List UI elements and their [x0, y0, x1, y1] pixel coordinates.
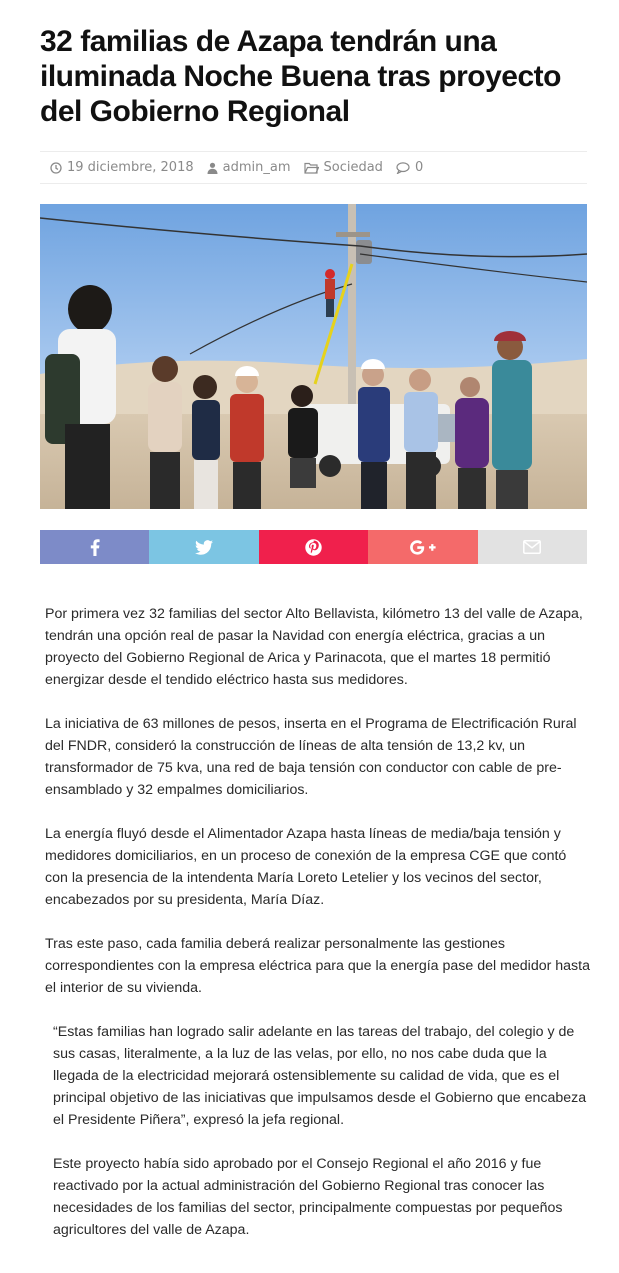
- paragraph: La energía fluyó desde el Alimentador Azapa hasta líneas de media/baja tensión y medidores domiciliarios, en un proceso de conexión de la empresa CGE que contó con la presencia de la intendenta María Loreto Letelier y los vecinos del sector, encabezados por su presidenta, María Díaz.: [45, 826, 567, 908]
- paragraph: La iniciativa de 63 millones de pesos, inserta en el Programa de Electrificación Rural del FNDR, consideró la construcción de líneas de alta tensión de 13,2 kv, un transformador de 75 kva, una red de baja tensión con conductor con cable de pre-ensamblado y 32 empalmes domiciliarios.: [45, 716, 577, 798]
- article-title: 32 familias de Azapa tendrán una iluminada Noche Buena tras proyecto del Gobierno Regional: [40, 25, 561, 128]
- share-pinterest-button[interactable]: [259, 530, 368, 564]
- share-email-button[interactable]: [478, 530, 587, 564]
- facebook-icon: [90, 539, 100, 556]
- article-body: [45, 603, 590, 1263]
- article: [40, 24, 587, 564]
- clock-icon: [50, 162, 62, 174]
- share-bar: [40, 530, 587, 564]
- user-icon: [207, 162, 218, 174]
- comment-icon: [396, 162, 410, 174]
- share-facebook-button[interactable]: [40, 530, 149, 564]
- blockquote: [45, 1021, 590, 1241]
- paragraph: Tras este paso, cada familia deberá realizar personalmente las gestiones correspondientes con la empresa eléctrica para que la energía pase del medidor hasta el interior de su vivienda.: [45, 936, 590, 996]
- post-author[interactable]: [207, 160, 291, 175]
- envelope-icon: [523, 540, 541, 554]
- share-twitter-button[interactable]: [149, 530, 258, 564]
- featured-image: [40, 204, 587, 509]
- post-comments[interactable]: [396, 160, 423, 175]
- post-meta: [40, 151, 587, 184]
- post-author-link[interactable]: admin_am: [222, 160, 291, 175]
- post-date: [50, 160, 194, 175]
- paragraph: Por primera vez 32 familias del sector Alto Bellavista, kilómetro 13 del valle de Azapa, tendrán una opción real de pasar la Navidad con energía eléctrica, gracias a un proyecto del Gobierno Regional de Arica y Parinacota, que el martes 18 permitió energizar desde el tendido eléctrico hasta sus medidores.: [45, 606, 583, 688]
- folder-icon: [304, 162, 319, 174]
- post-date-text: 19 diciembre, 2018: [67, 160, 194, 175]
- twitter-icon: [195, 540, 213, 555]
- post-category[interactable]: [304, 160, 383, 175]
- post-comments-count[interactable]: 0: [414, 160, 424, 175]
- post-category-link[interactable]: Sociedad: [323, 160, 383, 175]
- share-google-plus-button[interactable]: [368, 530, 477, 564]
- pinterest-icon: [305, 539, 322, 556]
- google-plus-icon: [410, 540, 436, 555]
- quote-paragraph: “Estas familias han logrado salir adelante en las tareas del trabajo, del colegio y de sus casas, literalmente, a la luz de las velas, por ello, no nos cabe duda que la llegada de la electricidad mejorará ostensiblemente su calidad de vida, que es el principal objetivo de las iniciativas que impulsamos desde el Gobierno que encabeza el Presidente Piñera”, expresó la jefa regional.: [53, 1024, 587, 1128]
- quote-paragraph: Este proyecto había sido aprobado por el Consejo Regional el año 2016 y fue reactivado por la actual administración del Gobierno Regional tras conocer las necesidades de los familias del sector, principalmente compuestas por pequeños agricultores del valle de Azapa.: [53, 1156, 563, 1238]
